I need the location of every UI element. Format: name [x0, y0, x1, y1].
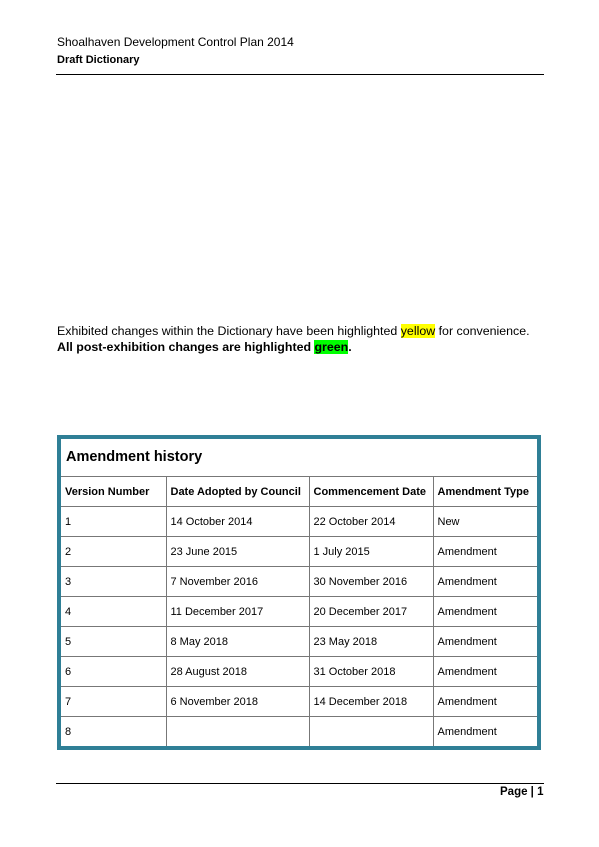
page-number: Page | 1 — [500, 786, 544, 798]
table-cell: 20 December 2017 — [309, 597, 433, 627]
table-row — [61, 717, 537, 747]
table-cell: 14 October 2014 — [166, 507, 309, 537]
table-cell: 28 August 2018 — [166, 657, 309, 687]
table-row — [61, 627, 537, 657]
table-cell: 31 October 2018 — [309, 657, 433, 687]
table-row — [61, 537, 537, 567]
note-text: for convenience. — [435, 324, 530, 338]
column-header-version: Version Number — [61, 477, 166, 507]
document-title: Shoalhaven Development Control Plan 2014 — [57, 35, 294, 49]
table-cell: Amendment — [433, 567, 537, 597]
column-header-commencement: Commencement Date — [309, 477, 433, 507]
document-subtitle: Draft Dictionary — [57, 54, 140, 66]
footer-divider — [56, 783, 544, 784]
note-text: All post-exhibition changes are highlighted — [57, 340, 315, 354]
table-cell: 4 — [61, 597, 166, 627]
table-cell: Amendment — [433, 597, 537, 627]
table-cell: 8 — [61, 717, 166, 747]
table-cell: 7 — [61, 687, 166, 717]
table-cell: Amendment — [433, 627, 537, 657]
green-highlight-word: green — [314, 340, 349, 354]
table-cell: 23 June 2015 — [166, 537, 309, 567]
table-cell — [166, 717, 309, 747]
table-cell: 23 May 2018 — [309, 627, 433, 657]
highlight-note-post-exhibition — [57, 340, 352, 354]
table-cell: 22 October 2014 — [309, 507, 433, 537]
table-cell: 1 — [61, 507, 166, 537]
table-cell: 5 — [61, 627, 166, 657]
table-row — [61, 567, 537, 597]
table-cell: Amendment — [433, 657, 537, 687]
table-cell: 1 July 2015 — [309, 537, 433, 567]
table-cell: 2 — [61, 537, 166, 567]
table-row — [61, 657, 537, 687]
amendment-table — [61, 476, 537, 746]
table-header-row — [61, 477, 537, 507]
table-row — [61, 687, 537, 717]
amendment-history-box — [57, 435, 541, 750]
table-row — [61, 507, 537, 537]
table-cell: 14 December 2018 — [309, 687, 433, 717]
table-cell: 6 — [61, 657, 166, 687]
column-header-date-adopted: Date Adopted by Council — [166, 477, 309, 507]
table-cell: Amendment — [433, 687, 537, 717]
table-cell: Amendment — [433, 717, 537, 747]
amendment-table-body — [61, 507, 537, 747]
table-cell: Amendment — [433, 537, 537, 567]
table-cell: New — [433, 507, 537, 537]
table-cell: 30 November 2016 — [309, 567, 433, 597]
table-cell: 6 November 2018 — [166, 687, 309, 717]
table-cell: 11 December 2017 — [166, 597, 309, 627]
highlight-note-exhibited — [57, 324, 530, 338]
yellow-highlight-word: yellow — [400, 324, 436, 338]
header-divider — [56, 74, 544, 75]
table-cell: 8 May 2018 — [166, 627, 309, 657]
column-header-type: Amendment Type — [433, 477, 537, 507]
note-text: Exhibited changes within the Dictionary have been highlighted — [57, 324, 401, 338]
table-cell: 7 November 2016 — [166, 567, 309, 597]
note-text: . — [348, 340, 352, 354]
table-row — [61, 597, 537, 627]
table-cell — [309, 717, 433, 747]
table-cell: 3 — [61, 567, 166, 597]
amendment-history-title: Amendment history — [66, 449, 203, 465]
